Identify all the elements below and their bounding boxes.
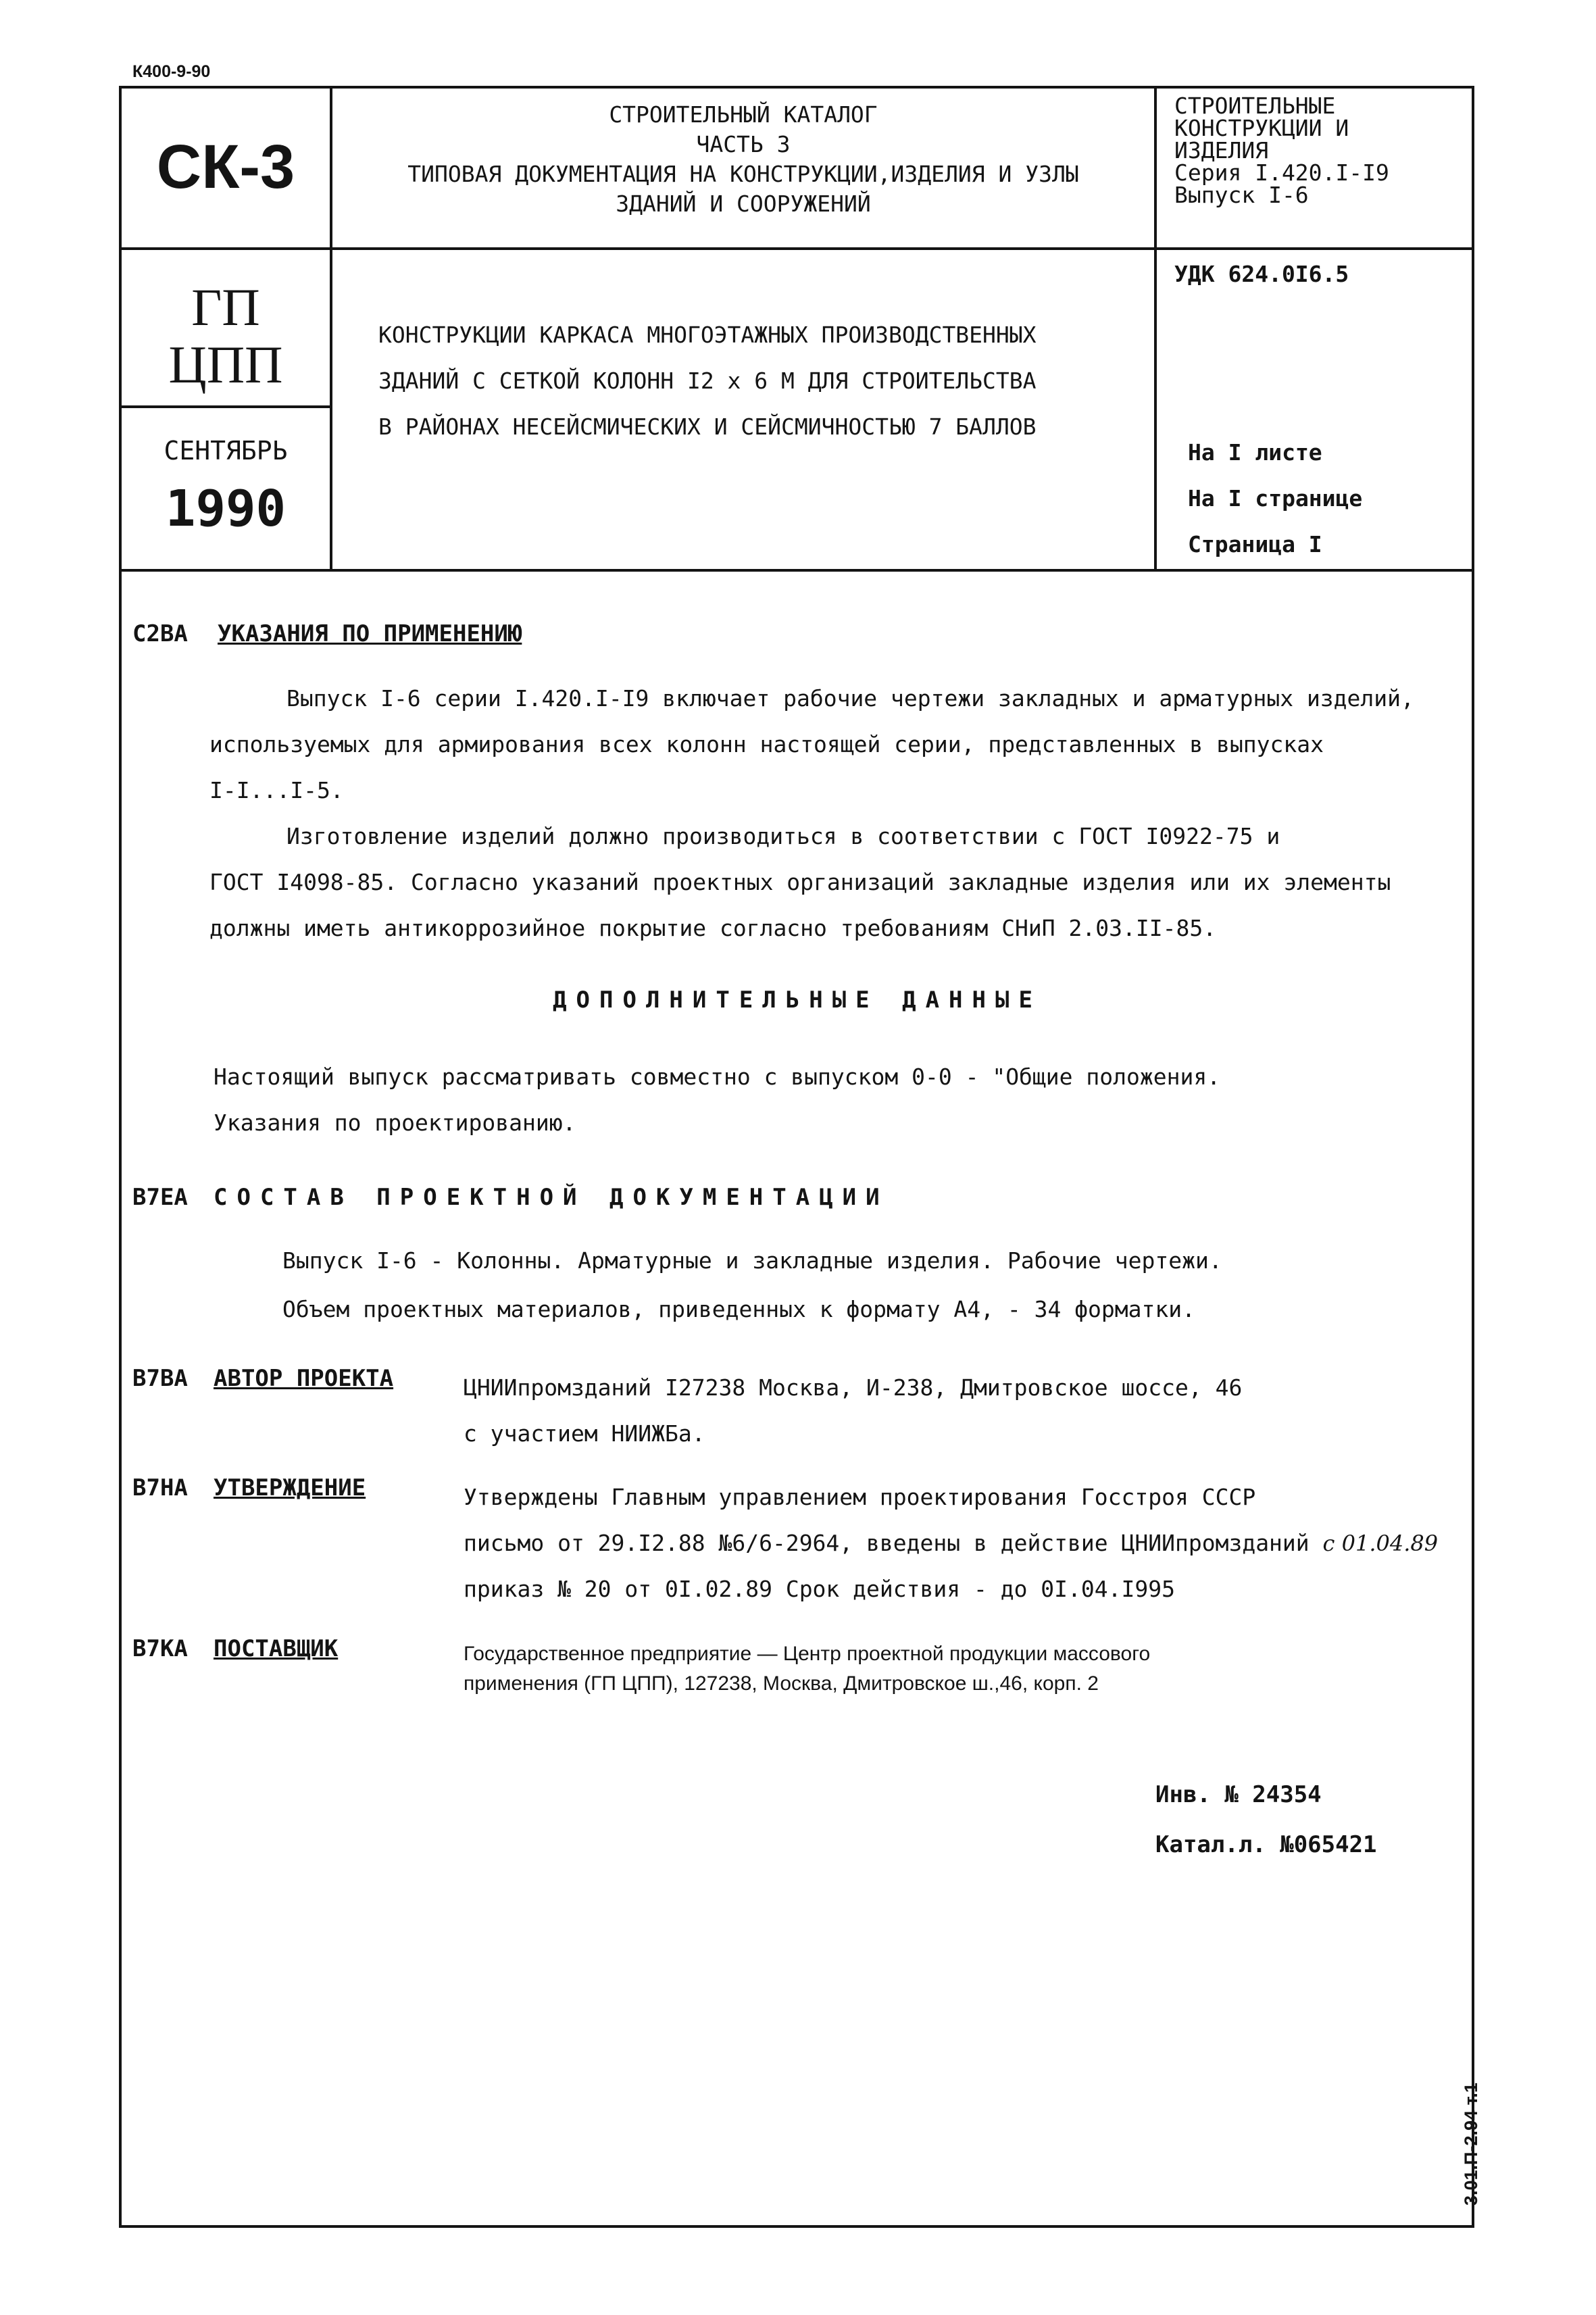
author-text (464, 1365, 1242, 1457)
catalog-title-line: ЗДАНИЙ И СООРУЖЕНИЙ (616, 191, 871, 217)
usage-line: должны иметь антикоррозийное покрытие согласно требованиям СНиП 2.03.II-85. (209, 915, 1217, 941)
supplier-line: Государственное предприятие — Центр проектной продукции массового (464, 1643, 1151, 1665)
approval-line-text: письмо от 29.I2.88 №6/6-2964, введены в действие ЦНИИпромзданий (464, 1530, 1310, 1556)
usage-line: используемых для армирования всех колонн настоящей серии, представленных в выпусках (209, 731, 1324, 757)
subject-line: КОНСТРУКЦИИ КАРКАСА МНОГОЭТАЖНЫХ ПРОИЗВОДСТВЕННЫХ (378, 322, 1037, 348)
sheet-info (1188, 430, 1362, 568)
frame-bottom-border (119, 2225, 1474, 2228)
document-code: К400-9-90 (132, 62, 211, 81)
approval-section-code: В7НА (132, 1474, 188, 1501)
stamp-bottom-border (119, 569, 1474, 572)
stamp-divider-2 (119, 405, 332, 408)
usage-section-title: УКАЗАНИЯ ПО ПРИМЕНЕНИЮ (218, 620, 522, 647)
approval-line: приказ № 20 от 0I.02.89 Срок действия - до 0I.04.I995 (464, 1576, 1175, 1602)
composition-section-code: В7ЕА (132, 1184, 188, 1211)
additional-text (214, 1054, 1220, 1146)
section-line: СТРОИТЕЛЬНЫЕ (1174, 93, 1336, 119)
catalog-title (332, 100, 1154, 219)
composition-text (282, 1237, 1222, 1334)
section-line: Серия I.420.I-I9 (1174, 159, 1389, 186)
issue-month: СЕНТЯБРЬ (164, 436, 288, 466)
usage-line: I-I...I-5. (209, 777, 344, 803)
composition-line: Объем проектных материалов, приведенных к формату А4, - 34 форматки. (282, 1296, 1196, 1322)
additional-section-title: ДОПОЛНИТЕЛЬНЫЕ ДАННЫЕ (553, 987, 1042, 1014)
section-line: Выпуск I-6 (1174, 182, 1309, 208)
supplier-section-code: В7КА (132, 1635, 188, 1662)
composition-line: Выпуск I-6 - Колонны. Арматурные и закладные изделия. Рабочие чертежи. (282, 1247, 1222, 1274)
usage-section-code: С2ВА (132, 620, 188, 647)
composition-section-title: СОСТАВ ПРОЕКТНОЙ ДОКУМЕНТАЦИИ (214, 1184, 889, 1211)
org-name-line1: ГП (191, 278, 260, 337)
approval-section-title: УТВЕРЖДЕНИЕ (214, 1474, 366, 1501)
issue-year: 1990 (165, 480, 286, 538)
catalog-title-line: ТИПОВАЯ ДОКУМЕНТАЦИЯ НА КОНСТРУКЦИИ,ИЗДЕЛИЯ И УЗЛЫ (407, 161, 1079, 187)
sheet-line: На I странице (1188, 485, 1363, 512)
side-code: 3.01.П-2.94 т.1 (1461, 2083, 1481, 2206)
approval-text (464, 1474, 1438, 1612)
sheet-line: На I листе (1188, 439, 1322, 466)
author-line: ЦНИИпромзданий I27238 Москва, И-238, Дмитровское шоссе, 46 (464, 1374, 1243, 1401)
frame-right-border (1472, 86, 1474, 2228)
sheet-line: Страница I (1188, 531, 1322, 557)
supplier-section-title: ПОСТАВЩИК (214, 1635, 339, 1662)
catalog-title-line: ЧАСТЬ 3 (696, 131, 791, 157)
supplier-text (464, 1639, 1150, 1699)
subject-title (378, 312, 1149, 450)
usage-line: Выпуск I-6 серии I.420.I-I9 включает рабочие чертежи закладных и арматурных изделий, (286, 685, 1414, 712)
approval-line: Утверждены Главным управлением проектирования Госстроя СССР (464, 1484, 1256, 1510)
catalog-code: СК-3 (156, 132, 295, 201)
inventory-number: Инв. № 24354 (1155, 1781, 1322, 1808)
section-line: КОНСТРУКЦИИ И (1174, 115, 1349, 141)
stamp-divider-1 (119, 247, 332, 250)
handwritten-date: с 01.04.89 (1322, 1530, 1439, 1556)
author-section-code: В7ВА (132, 1365, 188, 1392)
usage-text (209, 676, 1414, 951)
catalog-sheet-number: Катал.л. №065421 (1155, 1831, 1377, 1858)
org-name-line2: ЦПП (168, 335, 283, 394)
stamp-divider-3 (330, 247, 1157, 250)
frame-top-border (119, 86, 1474, 89)
author-section-title: АВТОР ПРОЕКТА (214, 1365, 394, 1392)
usage-line: ГОСТ I4098-85. Согласно указаний проектных организаций закладные изделия или их элементы (209, 869, 1391, 895)
catalog-title-line: СТРОИТЕЛЬНЫЙ КАТАЛОГ (609, 101, 878, 128)
author-line: с участием НИИЖБа. (464, 1420, 705, 1447)
usage-line: Изготовление изделий должно производиться в соответствии с ГОСТ I0922-75 и (286, 823, 1280, 849)
additional-line: Настоящий выпуск рассматривать совместно с выпуском 0-0 - "Общие положения. (214, 1064, 1221, 1090)
section-line: ИЗДЕЛИЯ (1174, 137, 1269, 164)
section-info (1174, 95, 1465, 206)
supplier-line: применения (ГП ЦПП), 127238, Москва, Дмитровское ш.,46, корп. 2 (464, 1672, 1099, 1695)
subject-line: В РАЙОНАХ НЕСЕЙСМИЧЕСКИХ И СЕЙСМИЧНОСТЬЮ 7 БАЛЛОВ (378, 414, 1037, 440)
subject-line: ЗДАНИЙ С СЕТКОЙ КОЛОНН I2 х 6 М ДЛЯ СТРОИТЕЛЬСТВА (378, 368, 1037, 394)
stamp-divider-4 (1154, 247, 1474, 250)
additional-line: Указания по проектированию. (214, 1110, 576, 1136)
stamp-right-column-border (1154, 86, 1157, 572)
approval-line (464, 1520, 1438, 1566)
udk-code: УДК 624.0I6.5 (1174, 261, 1349, 287)
